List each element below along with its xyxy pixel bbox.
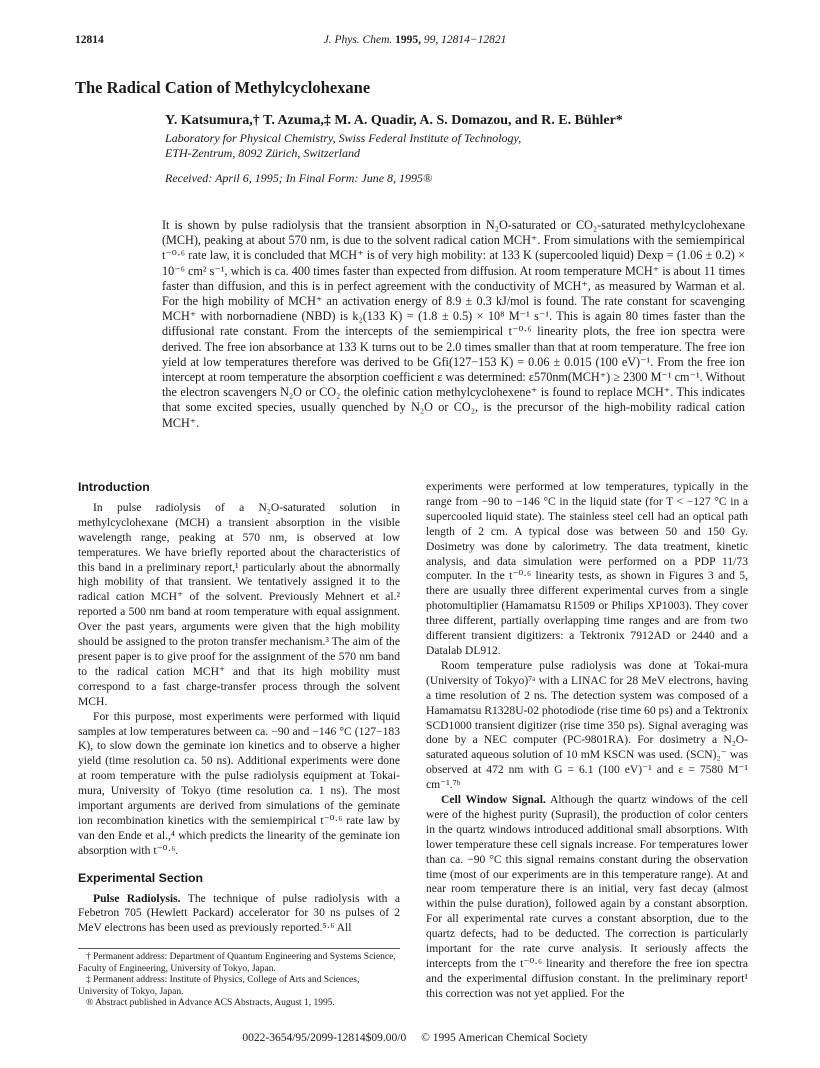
affiliation (165, 131, 521, 161)
journal-citation (75, 34, 755, 46)
footnotes (78, 948, 400, 1010)
running-header (75, 34, 755, 50)
paragraph: experiments were performed at low temperatures, typically in the range from −90 to −146 °C in the liquid state (for T < −127 °C in a supercooled liquid state). The stainless steel cell had an optical path length of 2 cm. A typical dose was between 50 and 150 Gy. Dosimetry was done by calorimetry. The data treatment, kinetic analysis, and data simulation were performed on a PDP 11/73 computer. In the t⁻⁰·⁶ linearity tests, as shown in Figures 3 and 5, there are usually three different experimental curves from a single photomultiplier (Hamamatsu R1509 or Philips XP1003). They cover three different, partially overlapping time ranges and are from two different transient digitizers: a Tektronix 7912AD or 2440 and a Datalab DL912. (426, 480, 748, 657)
journal-volume-pages: 99, 12814−12821 (423, 34, 507, 46)
paragraph (426, 793, 748, 1002)
paragraph: For this purpose, most experiments were performed with liquid samples at low temperatures between ca. −90 and −146 °C (127−183 K), to slow down the geminate ion kinetics and to observe a higher yield (time resolution ca. 50 ns). Additional experiments were done at room temperature with the pulse radiolysis equipment at Tokai-mura, University of Tokyo (time resolution ca. 1 ns). The most important arguments are derived from simulations of the geminate ion recombination kinetics with the semiempirical t⁻⁰·⁶ rate law by van den Ende et al.,⁴ which predicts the linearity of the geminate ion absorption with t⁻⁰·⁶. (78, 709, 400, 857)
page-footer (75, 1032, 755, 1044)
section-heading-experimental: Experimental Section (78, 870, 204, 885)
footnote: † Permanent address: Department of Quantum Engineering and Systems Science, Faculty of Engineering, University of Tokyo, Japan. (78, 952, 396, 974)
affiliation-line: Laboratory for Physical Chemistry, Swiss Federal Institute of Technology, (165, 131, 522, 145)
paragraph: In pulse radiolysis of a N₂O-saturated solution in methylcyclohexane (MCH) a transient absorption in the visible wavelength range, peaking at 570 nm, is observed at low temperatures. We have briefly reported about the characteristics of this band in a preliminary report,¹ particularly about the abnormally high mobility of that transient. We tentatively assigned it to the radical cation MCH⁺ of the solvent. Previously Mehnert et al.² reported a 500 nm band at room temperature with equal assignment. Over the past years, arguments were given that the high mobility should be assigned to the proton transfer mechanism.³ The aim of the present paper is to give proof for the assignment of the 570 nm band to the radical cation MCH⁺ and that its high mobility must correspond to a fast charge-transfer process through the solvent MCH. (78, 500, 400, 708)
paragraph-text: Although the quartz windows of the cell were of the highest purity (Suprasil), the production of color centers in the quartz windows introduced additional small absorptions. With lower temperature these cell signals increase. For temperatures lower than ca. −90 °C this signal remains constant during the observation time (most of our experiments are in this temperature range). At and near room temperature there is an initial, very fast decay (almost within the pulse duration), followed again by a constant absorption. For all experimental rate curves a constant absorption, due to the quartz defects, had to be deducted. The correction is particularly important for the rate curve analysis. It seriously affects the intercepts from the t⁻⁰·⁶ linearity and therefore the free ion spectra and the experimental diffusion constant. In the preliminary report¹ this correction was not yet applied. For the (426, 793, 748, 1000)
journal-year: 1995, (395, 34, 422, 46)
left-column (78, 480, 400, 1010)
footnote: ® Abstract published in Advance ACS Abstracts, August 1, 1995. (86, 998, 335, 1009)
section-heading-introduction: Introduction (78, 480, 150, 494)
received-dates: Received: April 6, 1995; In Final Form: June 8, 1995® (165, 171, 433, 185)
page-number: 12814 (75, 34, 104, 46)
copyright: © 1995 American Chemical Society (421, 1032, 588, 1044)
subsection-title: Cell Window Signal. (441, 793, 546, 807)
article-title: The Radical Cation of Methylcyclohexane (75, 78, 371, 97)
footnote: ‡ Permanent address: Institute of Physics, College of Arts and Sciences, University of Tokyo, Japan. (78, 975, 360, 997)
paragraph-text: The technique of pulse radiolysis with a Febetron 705 (Hewlett Packard) accelerator for 30 ns pulses of 2 MeV electrons has been used as previously reported.⁵·⁶ All (78, 891, 400, 935)
abstract: It is shown by pulse radiolysis that the transient absorption in N₂O-saturated or CO₂-saturated methylcyclohexane (MCH), peaking at about 570 nm, is due to the solvent radical cation MCH⁺. From simulations with the semiempirical t⁻⁰·⁶ rate law, it is concluded that MCH⁺ is of very high mobility: at 133 K (supercooled liquid) Dexp = (1.06 ± 0.2) × 10⁻⁶ cm² s⁻¹, which is ca. 400 times faster than expected from diffusion. At room temperature MCH⁺ is about 11 times faster than diffusion, and this is in perfect agreement with the conductivity of MCH⁺, as measured by Warman et al. For the high mobility of MCH⁺ an activation energy of 8.9 ± 0.3 kJ/mol is found. The rate constant for scavenging MCH⁺ with norbornadiene (NBD) is k₂(133 K) = (1.8 ± 0.5) × 10⁸ M⁻¹ s⁻¹. This is again 80 times faster than the diffusional rate constant. From the intercepts of the semiempirical t⁻⁰·⁶ linearity plots, the free ion spectra were derived. The free ion absorbance at 133 K turns out to be 2.0 times smaller than that at room temperature. The free ion yield at low temperatures therefore was derived to be Gfi(127−153 K) = 0.06 ± 0.015 (100 eV)⁻¹. From the free ion intercept at room temperature the absorption coefficient ε was determined: ε570nm(MCH⁺) ≥ 2300 M⁻¹ cm⁻¹. Without the electron scavengers N₂O or CO₂ the olefinic cation methylcyclohexene⁺ is found to replace MCH⁺. This indicates that some excited species, usually quenched by N₂O or CO₂, is the precursor of the high-mobility radical cation MCH⁺. (162, 218, 745, 430)
author-list: Y. Katsumura,† T. Azuma,‡ M. A. Quadir, A. S. Domazou, and R. E. Bühler* (165, 113, 623, 128)
journal-name: J. Phys. Chem. (323, 34, 393, 46)
paragraph: Room temperature pulse radiolysis was done at Tokai-mura (University of Tokyo)⁷ᵃ with a LINAC for 28 MeV electrons, having a time resolution of 2 ns. The detection system was composed of a Hamamatsu R1328U-02 photodiode (rise time 60 ps) and a Tektronix SCD1000 transient digitizer (rise time 350 ps). Signal averaging was done by a NEC computer (PC-9801RA). For dosimetry a N₂O-saturated aqueous solution of 10 mM KSCN was used. (SCN)₂⁻ was observed at 472 nm with G = 6.1 (100 eV)⁻¹ and ε = 7580 M⁻¹ cm⁻¹.⁷ᵇ (426, 658, 748, 792)
paragraph (78, 892, 400, 937)
affiliation-line: ETH-Zentrum, 8092 Zürich, Switzerland (165, 146, 361, 160)
subsection-title: Pulse Radiolysis. (93, 891, 181, 905)
right-column (426, 480, 748, 1002)
article-code: 0022-3654/95/2099-12814$09.00/0 (242, 1032, 407, 1044)
